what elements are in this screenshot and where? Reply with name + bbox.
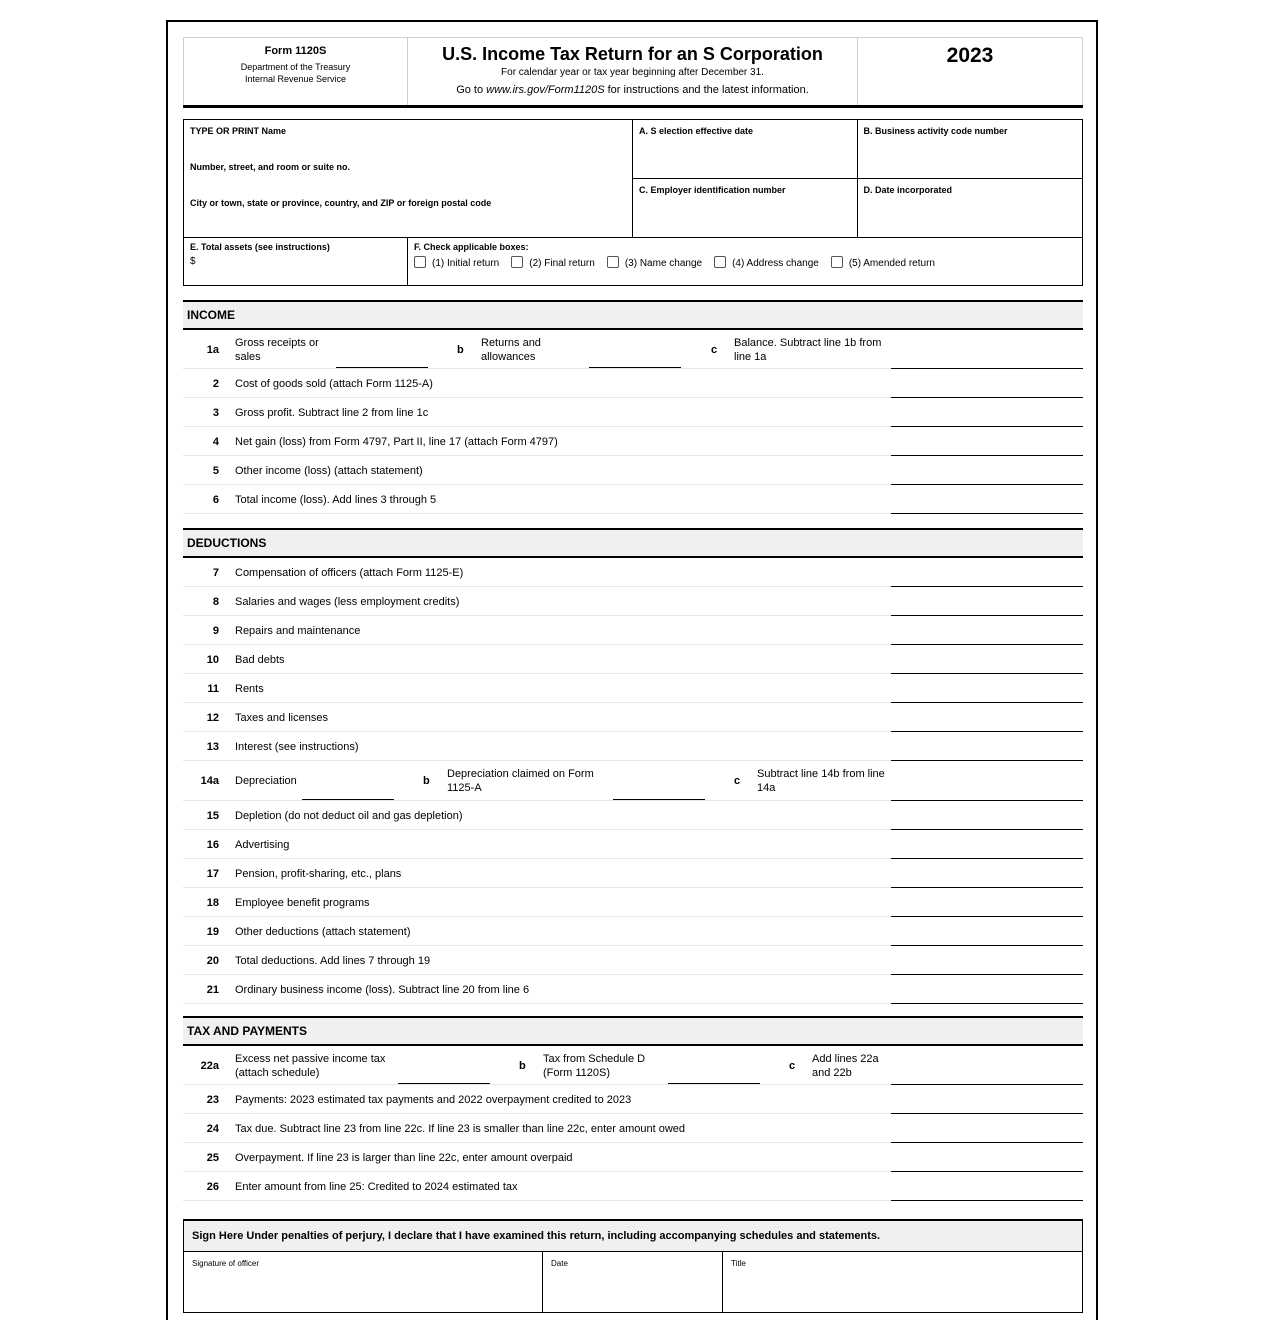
- line-1c-letter: c: [711, 344, 718, 356]
- line-22b-desc: [543, 1052, 645, 1080]
- checkbox-label: (5) Amended return: [848, 258, 935, 269]
- form-number: Form 1120S: [264, 45, 327, 57]
- line-22a-amount[interactable]: [398, 1066, 490, 1084]
- line-12: [183, 703, 1083, 732]
- line-number: 12: [206, 712, 219, 724]
- line-6: [183, 485, 1083, 514]
- tax-year: 2023: [946, 44, 994, 67]
- tax-lines: [183, 1085, 1083, 1201]
- amount-field[interactable]: [891, 654, 1083, 674]
- line-10: [183, 645, 1083, 674]
- form-id-block: [184, 38, 408, 106]
- line-26: [183, 1172, 1083, 1201]
- amount-field[interactable]: [891, 741, 1083, 761]
- line-description: Total income (loss). Add lines 3 through 5: [235, 494, 437, 506]
- desc-line: sales: [235, 351, 261, 363]
- taxpayer-info: [183, 119, 1083, 238]
- title-label: Title: [731, 1259, 746, 1268]
- line-description: Compensation of officers (attach Form 1125-E): [235, 567, 464, 579]
- line-14b-amount[interactable]: [613, 782, 705, 800]
- checkbox[interactable]: [511, 256, 523, 268]
- desc-line: Balance. Subtract line 1b from: [734, 337, 882, 349]
- line-description: Cost of goods sold (attach Form 1125-A): [235, 378, 433, 390]
- amount-field[interactable]: [891, 712, 1083, 732]
- form-subtitle: For calendar year or tax year beginning after December 31.: [501, 67, 764, 78]
- line-number: 20: [206, 955, 219, 967]
- line-20: [183, 946, 1083, 975]
- line-18: [183, 888, 1083, 917]
- checkbox[interactable]: [714, 256, 726, 268]
- line-number: 9: [212, 625, 219, 637]
- line-description: Advertising: [235, 839, 290, 851]
- goto-prefix: Go to: [456, 84, 487, 96]
- line-5: [183, 456, 1083, 485]
- goto-url[interactable]: www.irs.gov/Form1120S: [486, 84, 605, 96]
- desc-line: (attach schedule): [235, 1067, 320, 1079]
- line-number: 11: [207, 683, 219, 695]
- checkbox-option[interactable]: [511, 258, 595, 269]
- checkbox-label: (4) Address change: [732, 258, 819, 269]
- dept-line-2: Internal Revenue Service: [244, 74, 347, 84]
- line-22b-letter: b: [519, 1060, 526, 1072]
- title-field[interactable]: [723, 1252, 1082, 1312]
- line-16: [183, 830, 1083, 859]
- line-description: Payments: 2023 estimated tax payments and 2022 overpayment credited to 2023: [235, 1094, 632, 1106]
- checkbox-option[interactable]: [714, 258, 819, 269]
- line-number: 16: [206, 839, 219, 851]
- header-divider: [183, 105, 1083, 108]
- line-description: Other income (loss) (attach statement): [235, 465, 423, 477]
- line-21: [183, 975, 1083, 1004]
- line-description: Employee benefit programs: [235, 897, 370, 909]
- line-description: Ordinary business income (loss). Subtract line 20 from line 6: [235, 984, 530, 996]
- line-description: Bad debts: [235, 654, 285, 666]
- line-22b-amount[interactable]: [668, 1066, 760, 1084]
- checkbox-label: (3) Name change: [624, 258, 703, 269]
- total-assets-field[interactable]: [184, 237, 408, 285]
- line-description: Enter amount from line 25: Credited to 2024 estimated tax: [235, 1181, 518, 1193]
- line-22c-letter: c: [789, 1060, 796, 1072]
- line-14b-letter: b: [423, 775, 430, 787]
- checkbox-label: (1) Initial return: [432, 258, 500, 269]
- date-incorporated-field[interactable]: [858, 179, 1083, 238]
- line-description: Tax due. Subtract line 23 from line 22c. If line 23 is smaller than line 22c, enter amount owed: [235, 1123, 686, 1135]
- amount-field[interactable]: [891, 926, 1083, 946]
- checkbox[interactable]: [831, 256, 843, 268]
- line-22a-desc: [235, 1052, 385, 1080]
- line-3: [183, 398, 1083, 427]
- ein-label: C. Employer identification number: [639, 184, 786, 195]
- line-1c-desc: [734, 336, 881, 364]
- goto-instructions: [408, 84, 857, 96]
- sign-here-heading: Sign Here Under penalties of perjury, I declare that I have examined this return, including accompanying schedules and statements.: [184, 1221, 1082, 1252]
- form-header: [183, 37, 1083, 107]
- line-description: Depletion (do not deduct oil and gas depletion): [235, 810, 463, 822]
- line-number: 26: [206, 1181, 219, 1193]
- total-assets-label: E. Total assets (see instructions): [190, 242, 330, 252]
- amount-field[interactable]: [891, 683, 1083, 703]
- check-boxes-label: F. Check applicable boxes:: [414, 242, 529, 252]
- line-number: 1a: [206, 344, 219, 356]
- line-14a-amount[interactable]: [302, 782, 394, 800]
- income-heading: INCOME: [183, 300, 1083, 330]
- income-lines: [183, 369, 1083, 514]
- line-description: Total deductions. Add lines 7 through 19: [235, 955, 431, 967]
- dollar-sign: $: [190, 256, 196, 267]
- amount-field[interactable]: [891, 465, 1083, 485]
- goto-suffix: for instructions and the latest information.: [604, 84, 809, 96]
- amount-field[interactable]: [891, 1123, 1083, 1143]
- signature-field[interactable]: [184, 1252, 543, 1312]
- line-4: [183, 427, 1083, 456]
- line-description: Other deductions (attach statement): [235, 926, 411, 938]
- line-15: [183, 801, 1083, 830]
- form-title: U.S. Income Tax Return for an S Corporation: [442, 44, 823, 64]
- line-number: 21: [206, 984, 219, 996]
- line-19: [183, 917, 1083, 946]
- amount-field[interactable]: [891, 810, 1083, 830]
- checkbox-option[interactable]: [414, 258, 499, 269]
- line-9: [183, 616, 1083, 645]
- desc-line: Add lines 22a: [812, 1053, 879, 1065]
- line-1a-desc: [235, 336, 319, 364]
- line-1b-amount[interactable]: [589, 350, 681, 368]
- amount-field[interactable]: [891, 567, 1083, 587]
- desc-line: Tax from Schedule D: [543, 1053, 646, 1065]
- line-13: [183, 732, 1083, 761]
- business-code-label: B. Business activity code number: [863, 126, 1008, 136]
- checkbox-option[interactable]: [607, 258, 702, 269]
- business-code-field[interactable]: [858, 120, 1083, 179]
- line-1a-amount[interactable]: [336, 350, 428, 368]
- amount-field[interactable]: [891, 839, 1083, 859]
- line-number: 10: [206, 654, 219, 666]
- line-description: Gross profit. Subtract line 2 from line 1c: [235, 407, 429, 419]
- line-number: 6: [212, 494, 219, 506]
- checkbox-label: (2) Final return: [529, 258, 595, 269]
- line-25: [183, 1143, 1083, 1172]
- signature-label: Signature of officer: [192, 1259, 260, 1268]
- line-number: 15: [206, 810, 219, 822]
- tax-payments-heading: TAX AND PAYMENTS: [183, 1016, 1083, 1046]
- line-23: [183, 1085, 1083, 1114]
- line-description: Rents: [235, 683, 264, 695]
- checkbox[interactable]: [414, 256, 426, 268]
- amount-field[interactable]: [891, 596, 1083, 616]
- line-description: Net gain (loss) from Form 4797, Part II, line 17 (attach Form 4797): [235, 436, 558, 448]
- line-number: 17: [206, 868, 219, 880]
- line-description: Overpayment. If line 23 is larger than line 22c, enter amount overpaid: [235, 1152, 573, 1164]
- desc-line: Depreciation claimed on Form: [447, 768, 594, 780]
- line-7: [183, 558, 1083, 587]
- tax-payments-section: [183, 1016, 1083, 1201]
- line-14c-desc: [757, 767, 885, 795]
- line-1c-amount[interactable]: [891, 349, 1083, 369]
- line-17: [183, 859, 1083, 888]
- line-number: 7: [212, 567, 219, 579]
- name-address-block[interactable]: [184, 120, 633, 237]
- line-24: [183, 1114, 1083, 1143]
- date-incorporated-label: D. Date incorporated: [863, 184, 953, 195]
- s-election-date-label: A. S election effective date: [639, 126, 754, 136]
- line-number: 18: [206, 897, 219, 909]
- desc-line: Subtract line 14b from line: [757, 768, 885, 780]
- line-number: 23: [206, 1094, 219, 1106]
- desc-line: 14a: [757, 782, 776, 794]
- amount-field[interactable]: [891, 1152, 1083, 1172]
- desc-line: Gross receipts or: [235, 337, 319, 349]
- deduction-lines: [183, 801, 1083, 1004]
- line-number: 14a: [200, 775, 219, 787]
- date-field[interactable]: [543, 1252, 723, 1312]
- applicable-boxes: [408, 237, 1082, 285]
- amount-field[interactable]: [891, 897, 1083, 917]
- line-14: [183, 761, 1083, 801]
- line-8: [183, 587, 1083, 616]
- line-22: [183, 1046, 1083, 1085]
- amount-field[interactable]: [891, 625, 1083, 645]
- signature-section: [183, 1219, 1083, 1313]
- desc-line: Excess net passive income tax: [235, 1053, 386, 1065]
- desc-line: line 1a: [734, 351, 767, 363]
- amount-field[interactable]: [891, 494, 1083, 514]
- title-block: [408, 38, 858, 106]
- signature-row: [184, 1252, 1082, 1312]
- checkbox[interactable]: [607, 256, 619, 268]
- abcd-grid: [633, 120, 1082, 237]
- line-description: Repairs and maintenance: [235, 625, 361, 637]
- ein-field[interactable]: [633, 179, 858, 238]
- line-description: Pension, profit-sharing, etc., plans: [235, 868, 402, 880]
- amount-field[interactable]: [891, 1094, 1083, 1114]
- line-number: 24: [206, 1123, 219, 1135]
- date-label: Date: [551, 1259, 568, 1268]
- dept-line-1: Department of the Treasury: [240, 62, 351, 72]
- name-field-label: TYPE OR PRINT Name: [190, 126, 287, 136]
- desc-line: allowances: [481, 351, 536, 363]
- line-1b-letter: b: [457, 344, 464, 356]
- line-22c-amount[interactable]: [891, 1065, 1083, 1085]
- line-description: Taxes and licenses: [235, 712, 328, 724]
- desc-line: and 22b: [812, 1067, 852, 1079]
- amount-field[interactable]: [891, 868, 1083, 888]
- income-section: [183, 300, 1083, 514]
- form-page: [166, 20, 1098, 1320]
- desc-line: Returns and: [481, 337, 541, 349]
- amount-field[interactable]: [891, 955, 1083, 975]
- deductions-section: [183, 528, 1083, 1004]
- line-number: 4: [212, 436, 219, 448]
- line-number: 8: [212, 596, 219, 608]
- line-1: [183, 330, 1083, 369]
- deductions-heading: DEDUCTIONS: [183, 528, 1083, 558]
- amount-field[interactable]: [891, 436, 1083, 456]
- line-1b-desc: [481, 336, 541, 364]
- assets-checkbox-row: [183, 237, 1083, 286]
- s-election-date-field[interactable]: [633, 120, 858, 179]
- line-2: [183, 369, 1083, 398]
- amount-field[interactable]: [891, 1181, 1083, 1201]
- checkbox-option[interactable]: [831, 258, 935, 269]
- line-number: 25: [206, 1152, 219, 1164]
- line-14a-desc: Depreciation: [235, 775, 297, 787]
- line-11: [183, 674, 1083, 703]
- line-description: Salaries and wages (less employment credits): [235, 596, 460, 608]
- city-field-label: City or town, state or province, country, and ZIP or foreign postal code: [190, 198, 492, 208]
- line-description: Interest (see instructions): [235, 741, 359, 753]
- line-22c-desc: [812, 1052, 879, 1080]
- line-14c-letter: c: [734, 775, 741, 787]
- desc-line: (Form 1120S): [543, 1067, 611, 1079]
- line-number: 22a: [200, 1060, 219, 1072]
- line-number: 3: [212, 407, 219, 419]
- checkbox-row: [414, 258, 1076, 269]
- line-number: 13: [206, 741, 219, 753]
- line-number: 5: [212, 465, 219, 477]
- amount-field[interactable]: [891, 984, 1083, 1004]
- line-14c-amount[interactable]: [891, 781, 1083, 801]
- line-number: 19: [206, 926, 219, 938]
- deduction-lines: [183, 558, 1083, 761]
- amount-field[interactable]: [891, 407, 1083, 427]
- line-14b-desc: [447, 767, 594, 795]
- street-field-label: Number, street, and room or suite no.: [190, 162, 351, 172]
- amount-field[interactable]: [891, 378, 1083, 398]
- line-number: 2: [212, 378, 219, 390]
- desc-line: 1125-A: [447, 782, 482, 794]
